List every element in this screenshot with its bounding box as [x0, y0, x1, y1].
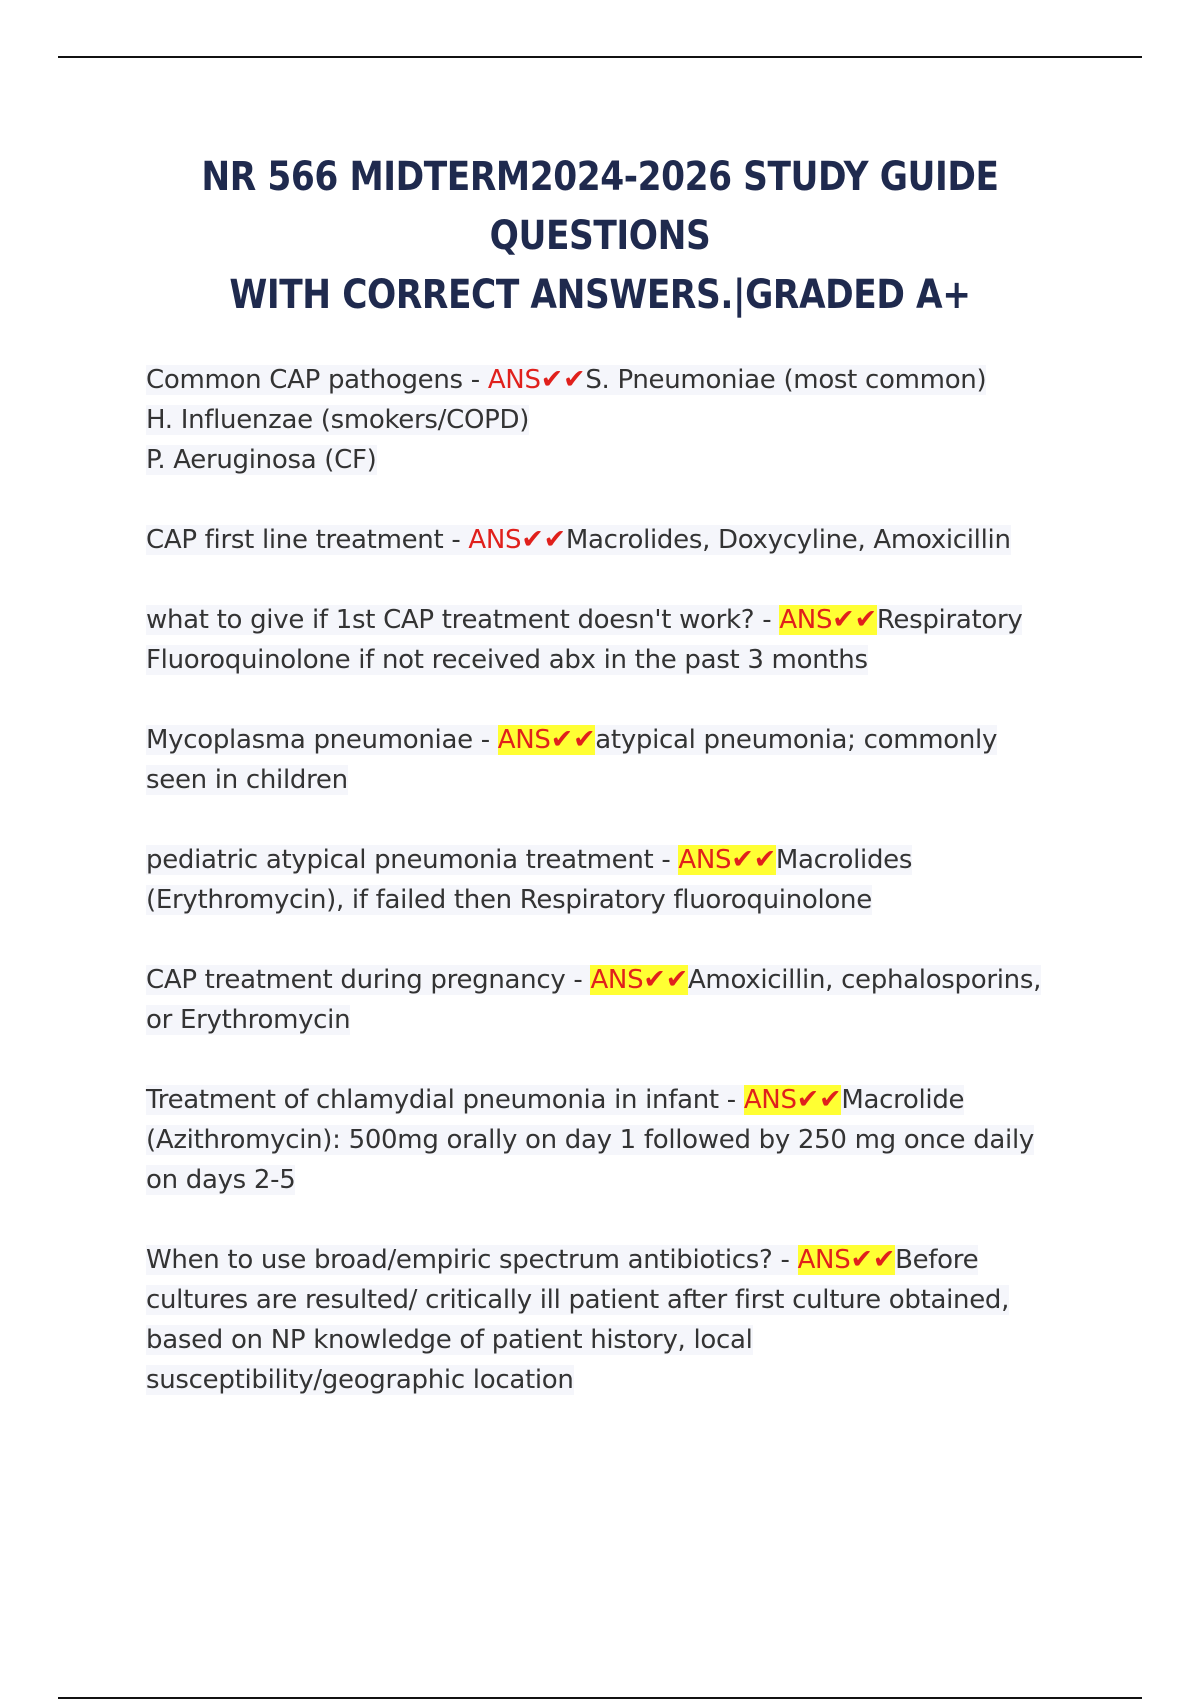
answer-text: Fluoroquinolone if not received abx in the past 3 months [146, 645, 868, 675]
qa-item [146, 720, 1096, 800]
question-text: CAP treatment during pregnancy - [146, 965, 591, 995]
footer-rule [58, 1697, 1142, 1699]
title-line-2: WITH CORRECT ANSWERS.|GRADED A+ [229, 272, 971, 318]
answer-text: atypical pneumonia; commonly [595, 725, 998, 755]
answer-marker: ANS✔✔ [779, 604, 877, 635]
qa-item [146, 1240, 1096, 1400]
answer-marker: ANS✔✔ [497, 724, 596, 755]
title-line-1: NR 566 MIDTERM2024-2026 STUDY GUIDE QUESTIONS [201, 154, 999, 259]
answer-text: (Erythromycin), if failed then Respiratory fluoroquinolone [146, 885, 872, 915]
answer-text: cultures are resulted/ critically ill patient after first culture obtained, [146, 1285, 1010, 1315]
answer-marker: ANS✔✔ [487, 364, 586, 395]
qa-item [146, 360, 1096, 480]
checkmark-icon: ✔✔ [540, 364, 586, 395]
qa-item [146, 1080, 1096, 1200]
answer-text: or Erythromycin [146, 1005, 351, 1035]
checkmark-icon: ✔✔ [850, 1244, 896, 1275]
header-rule [58, 56, 1142, 58]
question-text: pediatric atypical pneumonia treatment - [146, 845, 679, 875]
answer-text: on days 2-5 [146, 1165, 296, 1195]
answer-text: Amoxicillin, cephalosporins, [687, 965, 1042, 995]
checkmark-icon: ✔✔ [731, 844, 776, 875]
answer-text: S. Pneumoniae (most common) [585, 365, 987, 395]
question-text: When to use broad/empiric spectrum antibiotics? - [146, 1245, 798, 1275]
answer-text: Respiratory [876, 605, 1023, 635]
answer-text: (Azithromycin): 500mg orally on day 1 followed by 250 mg once daily [146, 1125, 1034, 1155]
answer-text: Macrolides [775, 845, 913, 875]
answer-text: based on NP knowledge of patient history, local [146, 1325, 753, 1355]
answer-marker: ANS✔✔ [678, 844, 776, 875]
answer-text: Macrolides, Doxycyline, Amoxicillin [565, 525, 1011, 555]
answer-text: seen in children [146, 765, 348, 795]
answer-marker: ANS✔✔ [797, 1244, 896, 1275]
checkmark-icon: ✔✔ [796, 1084, 842, 1115]
qa-item [146, 840, 1096, 920]
answer-text: susceptibility/geographic location [146, 1365, 574, 1395]
answer-text: Before [895, 1245, 979, 1275]
question-text: CAP first line treatment - [146, 525, 469, 555]
qa-item [146, 600, 1096, 680]
checkmark-icon: ✔✔ [832, 604, 877, 635]
question-text: Treatment of chlamydial pneumonia in infant - [146, 1085, 744, 1115]
answer-text: Macrolide [841, 1085, 965, 1115]
checkmark-icon: ✔✔ [521, 524, 566, 555]
question-text: Common CAP pathogens - [146, 365, 488, 395]
checkmark-icon: ✔✔ [643, 964, 688, 995]
answer-marker: ANS✔✔ [468, 524, 566, 555]
qa-item [146, 960, 1096, 1040]
question-text: what to give if 1st CAP treatment doesn't work? - [146, 605, 780, 635]
qa-list [146, 360, 1096, 1400]
qa-item [146, 520, 1096, 560]
answer-marker: ANS✔✔ [743, 1084, 842, 1115]
answer-text: P. Aeruginosa (CF) [146, 445, 377, 475]
checkmark-icon: ✔✔ [550, 724, 596, 755]
question-text: Mycoplasma pneumoniae - [146, 725, 498, 755]
answer-marker: ANS✔✔ [590, 964, 688, 995]
answer-text: H. Influenzae (smokers/COPD) [146, 405, 530, 435]
document-title [136, 148, 1065, 325]
